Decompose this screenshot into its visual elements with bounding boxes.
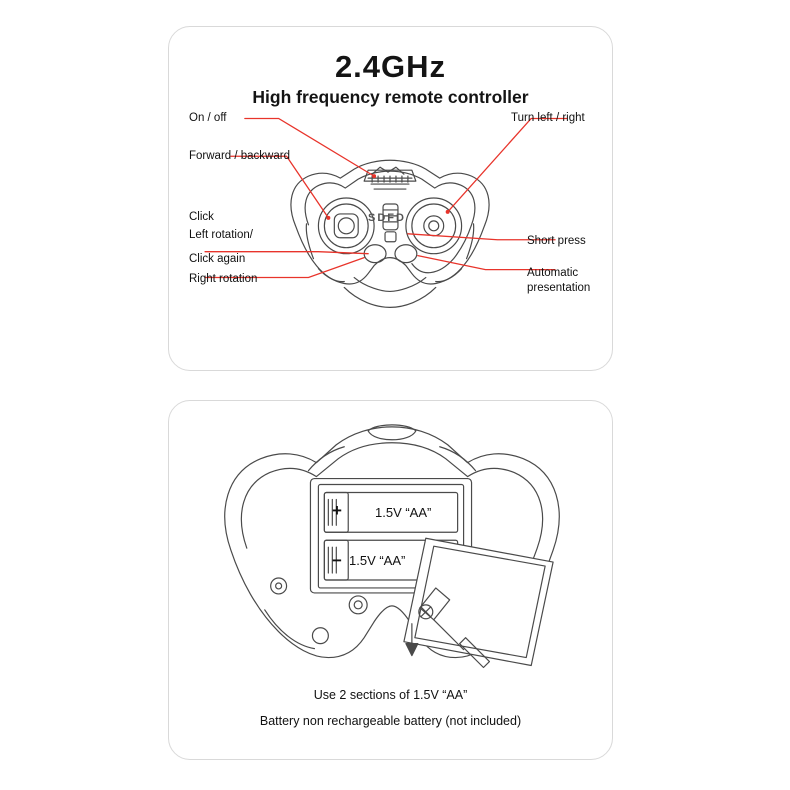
callout-turn-left-right: Turn left / right [511,112,585,124]
callout-click-again: Click again [189,253,246,265]
battery-polarity-positive: + [332,501,342,520]
brand-logo-text: SDFD [368,212,406,224]
battery-label-top: 1.5V “AA” [375,505,432,520]
callout-automatic: Automatic [527,267,579,279]
remote-controller-panel [168,26,613,371]
battery-note-line-1: Use 2 sections of 1.5V “AA” [313,688,468,702]
page-subtitle: High frequency remote controller [252,87,529,107]
page-title: 2.4GHz [334,49,447,84]
callout-on-off: On / off [189,112,227,124]
battery-compartment-panel [168,400,613,760]
callout-forward-backward: Forward / backward [189,150,290,162]
callout-presentation: presentation [527,282,591,294]
callout-left-rotation: Left rotation/ [189,229,253,241]
callout-right-rotation: Right rotation [189,273,258,285]
battery-polarity-negative: − [332,551,342,570]
battery-label-bottom: 1.5V “AA” [349,553,406,568]
callout-short-press: Short press [527,235,586,247]
callout-click: Click [189,211,214,223]
controller-front-illustration [169,27,612,370]
battery-note-line-2: Battery non rechargeable battery (not included) [259,714,522,728]
controller-back-illustration [169,401,612,759]
